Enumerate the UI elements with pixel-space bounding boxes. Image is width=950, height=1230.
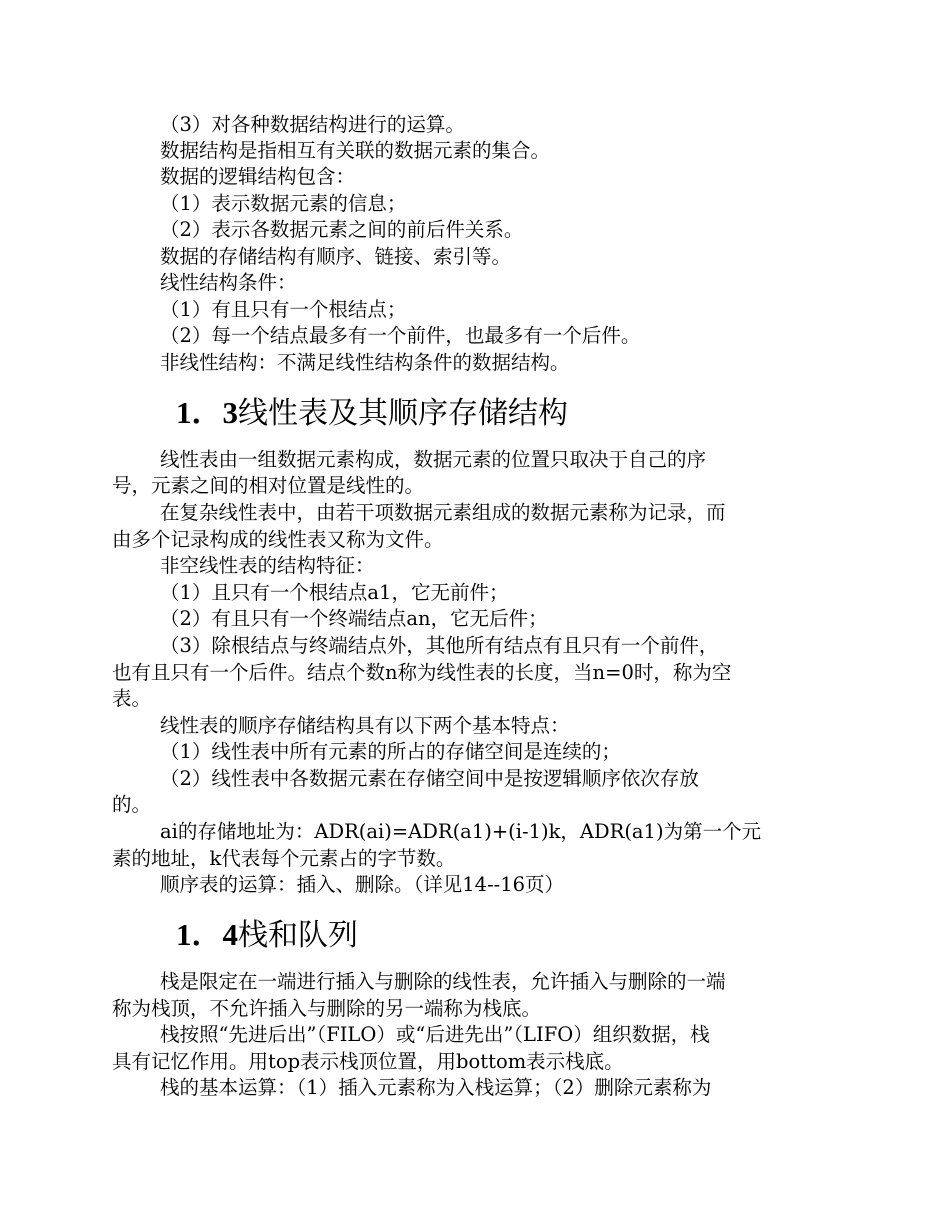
paragraph-line: 具有记忆作用。用top表示栈顶位置，用bottom表示栈底。 [112,1050,624,1073]
paragraph-line: 顺序表的运算：插入、删除。（详见14--16页） [160,873,565,896]
paragraph-line: 线性结构条件： [160,271,297,294]
section-number: 1．4 [176,917,238,952]
paragraph-line: （1）表示数据元素的信息； [160,192,407,215]
paragraph-line: 数据结构是指相互有关联的数据元素的集合。 [160,139,551,162]
paragraph-line: 素的地址，k代表每个元素占的字节数。 [112,847,456,870]
paragraph-line: 栈按照“先进后出”（FILO）或“后进先出”（LIFO）组织数据，栈 [160,1023,710,1046]
paragraph-line: （1）且只有一个根结点a1，它无前件； [160,581,509,604]
section-heading-1-3 [176,393,568,434]
section-number: 1．3 [176,395,238,430]
paragraph-line: （1）线性表中所有元素的所占的存储空间是连续的； [160,740,621,763]
paragraph-line: 由多个记录构成的线性表又称为文件。 [112,528,444,551]
paragraph-line: （3）对各种数据结构进行的运算。 [160,113,465,136]
paragraph-line: ai的存储地址为：ADR(ai)=ADR(a1)+(i-1)k，ADR(a1)为第一个元 [160,820,762,843]
paragraph-line: 栈是限定在一端进行插入与删除的线性表，允许插入与删除的一端 [160,970,726,993]
paragraph-line: 也有且只有一个后件。结点个数n称为线性表的长度，当n=0时，称为空 [112,661,732,684]
paragraph-line: （2）表示各数据元素之间的前后件关系。 [160,218,524,241]
paragraph-line: 非线性结构：不满足线性结构条件的数据结构。 [160,351,570,374]
paragraph-line: （1）有且只有一个根结点； [160,298,407,321]
paragraph-line: 栈的基本运算：（1）插入元素称为入栈运算；（2）删除元素称为 [160,1076,712,1099]
paragraph-line: 数据的存储结构有顺序、链接、索引等。 [160,245,512,268]
paragraph-line: （2）有且只有一个终端结点an，它无后件； [160,607,548,630]
paragraph-line: 线性表的顺序存储结构具有以下两个基本特点： [160,714,570,737]
paragraph-line: 表。 [112,687,152,710]
paragraph-line: 号，元素之间的相对位置是线性的。 [112,474,425,497]
paragraph-line: 的。 [112,793,152,816]
paragraph-line: 非空线性表的结构特征： [160,554,375,577]
paragraph-line: （2）每一个结点最多有一个前件，也最多有一个后件。 [160,324,641,347]
section-title: 栈和队列 [238,918,358,953]
paragraph-line: （3）除根结点与终端结点外，其他所有结点有且只有一个前件， [160,634,719,657]
paragraph-line: 在复杂线性表中，由若干项数据元素组成的数据元素称为记录，而 [160,501,726,524]
paragraph-line: 数据的逻辑结构包含： [160,165,356,188]
paragraph-line: （2）线性表中各数据元素在存储空间中是按逻辑顺序依次存放 [160,767,699,790]
paragraph-line: 线性表由一组数据元素构成，数据元素的位置只取决于自己的序 [160,448,707,471]
paragraph-line: 称为栈顶，不允许插入与删除的另一端称为栈底。 [112,997,542,1020]
section-title: 线性表及其顺序存储结构 [238,396,568,431]
section-heading-1-4 [176,915,358,956]
